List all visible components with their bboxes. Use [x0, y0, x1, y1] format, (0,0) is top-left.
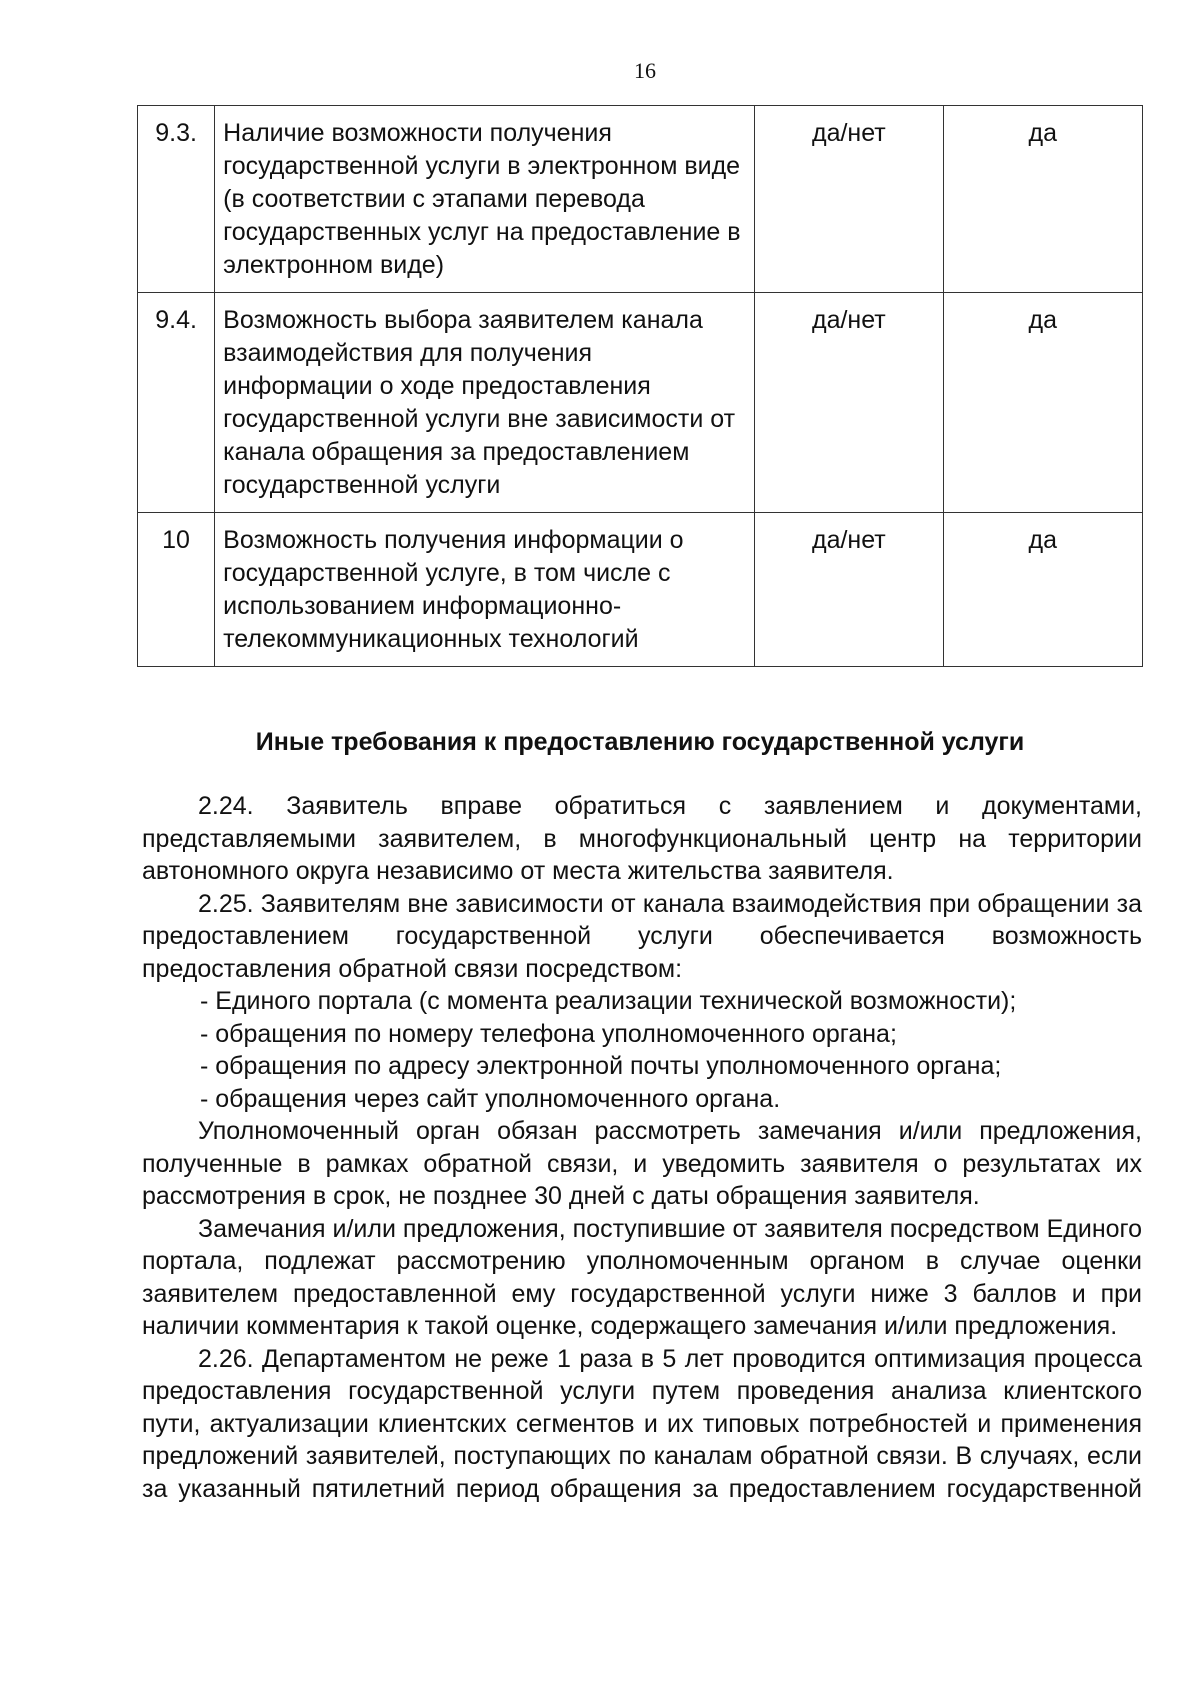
row-number: 9.4. — [138, 293, 215, 513]
list-item: - обращения по номеру телефона уполномоченного органа; — [200, 1019, 897, 1048]
row-value: да — [943, 513, 1142, 667]
paragraph-2-25: 2.25. Заявителям вне зависимости от канала взаимодействия при обращении за предоставлением государственной услуги обеспечивается возможность предоставления обратной связи посредством: — [142, 889, 1142, 983]
criteria-table — [137, 105, 1143, 667]
list-item: - обращения через сайт уполномоченного органа. — [200, 1084, 781, 1113]
page-number: 16 — [634, 58, 656, 83]
row-value: да — [943, 106, 1142, 293]
table-row — [138, 106, 1143, 293]
row-unit: да/нет — [755, 513, 943, 667]
row-number: 10 — [138, 513, 215, 667]
row-unit: да/нет — [755, 293, 943, 513]
paragraph-2-24: 2.24. Заявитель вправе обратиться с заявлением и документами, представляемыми заявителем, в многофункциональный центр на территории автономного округа независимо от места жительства заявителя. — [142, 792, 1142, 885]
row-number: 9.3. — [138, 106, 215, 293]
paragraph-authority-obligation: Уполномоченный орган обязан рассмотреть замечания и/или предложения, полученные в рамках обратной связи, и уведомить заявителя о результатах их рассмотрения в срок, не позднее 30 дней с даты обращения заявителя. — [142, 1117, 1142, 1210]
row-value: да — [943, 293, 1142, 513]
row-description: Наличие возможности получения государственной услуги в электронном виде (в соответствии с этапами перевода государственных услуг на предоставление в электронном виде) — [215, 106, 755, 293]
list-item: - обращения по адресу электронной почты уполномоченного органа; — [200, 1052, 1002, 1080]
table-row — [138, 293, 1143, 513]
row-description: Возможность получения информации о государственной услуге, в том числе с использованием информационно-телекоммуникационных технологий — [215, 513, 755, 667]
section-title: Иные требования к предоставлению государственной услуги — [255, 728, 1025, 756]
list-item: - Единого портала (с момента реализации технической возможности); — [200, 987, 1017, 1015]
row-description: Возможность выбора заявителем канала взаимодействия для получения информации о ходе предоставления государственной услуги вне зависимости от канала обращения за предоставлением государственной услуги — [215, 293, 755, 513]
table-row — [138, 513, 1143, 667]
row-unit: да/нет — [755, 106, 943, 293]
body-text — [142, 790, 1142, 1505]
paragraph-remarks: Замечания и/или предложения, поступившие от заявителя посредством Единого портала, подлежат рассмотрению уполномоченным органом в случае оценки заявителем предоставленной ему государственной услуги ниже 3 баллов и при наличии комментария к такой оценке, содержащего замечания и/или предложения. — [142, 1214, 1142, 1340]
paragraph-2-26: 2.26. Департаментом не реже 1 раза в 5 лет проводится оптимизация процесса предоставления государственной услуги путем проведения анализа клиентского пути, актуализации клиентских сегментов и их типовых потребностей и применения предложений заявителей, поступающих по каналам обратной связи. В случаях, если за указанный пятилетний период обращения за предоставлением государственной — [142, 1344, 1142, 1503]
